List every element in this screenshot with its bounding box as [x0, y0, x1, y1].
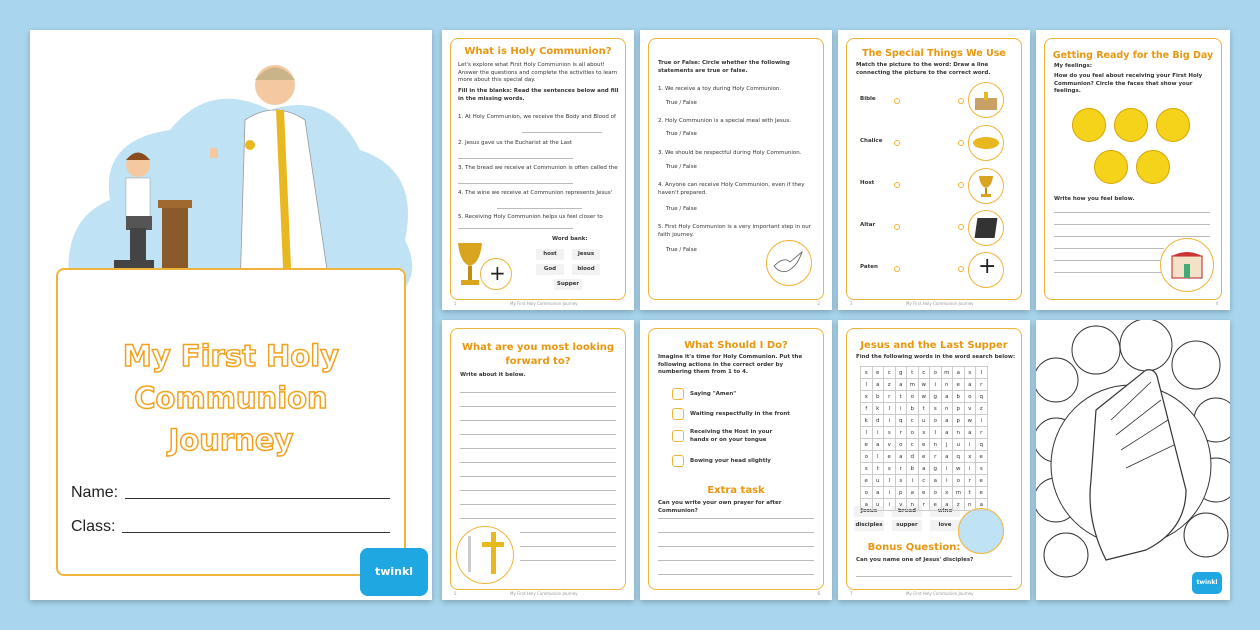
statement-4: 4. Anyone can receive Holy Communion, even if they haven't prepared.	[658, 182, 805, 196]
page-title-line2: forward to?	[505, 356, 571, 367]
question-1: 1. At Holy Communion, we receive the Body and Blood of	[458, 114, 616, 120]
cover-title	[56, 335, 406, 461]
grid-cell[interactable]: e	[884, 451, 896, 463]
question-4: 4. The wine we receive at Communion represents Jesus'	[458, 190, 613, 196]
page-colouring	[1036, 320, 1230, 600]
writing-line[interactable]	[460, 448, 616, 449]
grid-cell[interactable]: i	[941, 463, 953, 475]
page-title: What is Holy Communion?	[464, 46, 612, 57]
footer-text: My First Holy Communion Journey	[510, 301, 578, 306]
grid-cell[interactable]: a	[872, 379, 884, 391]
grid-cell[interactable]: e	[861, 475, 873, 487]
dove-icon	[772, 248, 806, 282]
search-word: wine	[930, 506, 960, 517]
grid-cell[interactable]: a	[907, 487, 919, 499]
order-box[interactable]	[672, 455, 684, 467]
grid-cell[interactable]: a	[964, 427, 976, 439]
grid-cell[interactable]: w	[953, 463, 965, 475]
writing-line[interactable]	[1054, 260, 1164, 261]
grid-row	[861, 391, 988, 403]
grid-cell[interactable]: a	[976, 499, 988, 511]
grid-cell[interactable]: g	[930, 463, 942, 475]
cross-icon: +	[978, 254, 997, 279]
happy-face-icon[interactable]	[1114, 108, 1148, 142]
word-chip: host	[536, 249, 564, 260]
grid-cell[interactable]: p	[953, 403, 965, 415]
grid-cell[interactable]: e	[918, 487, 930, 499]
word-chip: God	[536, 264, 564, 275]
grid-cell[interactable]: o	[907, 427, 919, 439]
question-5: 5. Receiving Holy Communion helps us feel closer to	[458, 214, 603, 220]
chalice-icon	[978, 174, 994, 202]
grid-cell[interactable]: r	[884, 391, 896, 403]
answer-line[interactable]	[458, 228, 573, 229]
item-label-altar: Altar	[860, 222, 876, 228]
grid-cell[interactable]: s	[976, 463, 988, 475]
grid-cell[interactable]: u	[872, 499, 884, 511]
grid-cell[interactable]: z	[976, 403, 988, 415]
word-bank-label: Word bank:	[552, 236, 588, 242]
item-label-chalice: Chalice	[860, 138, 883, 144]
grid-cell[interactable]: a	[941, 415, 953, 427]
page-what-is-holy-communion	[442, 30, 634, 310]
grid-cell[interactable]: x	[964, 451, 976, 463]
writing-line[interactable]	[460, 420, 616, 421]
true-false-option[interactable]: True / False	[666, 131, 697, 137]
name-label: Name:	[71, 484, 119, 501]
statement-1: 1. We receive a toy during Holy Communion.	[658, 86, 782, 92]
grid-cell[interactable]: t	[872, 463, 884, 475]
footer-text: My First Holy Communion Journey	[906, 591, 974, 596]
grid-cell[interactable]: x	[941, 487, 953, 499]
grid-cell[interactable]: o	[930, 367, 942, 379]
grid-cell[interactable]: l	[884, 475, 896, 487]
grid-cell[interactable]: i	[895, 403, 907, 415]
true-false-option[interactable]: True / False	[666, 206, 697, 212]
item-label-bible: Bible	[860, 96, 876, 102]
true-false-option[interactable]: True / False	[666, 247, 697, 253]
grid-cell[interactable]: d	[907, 451, 919, 463]
grid-cell[interactable]: s	[861, 463, 873, 475]
grid-row	[861, 415, 988, 427]
grid-cell[interactable]: o	[964, 391, 976, 403]
answer-line[interactable]	[497, 208, 582, 209]
grid-cell[interactable]: a	[941, 451, 953, 463]
page-looking-forward	[442, 320, 634, 600]
grid-cell[interactable]: r	[976, 427, 988, 439]
cover-title-line2: Communion	[134, 381, 328, 415]
grid-cell[interactable]: v	[884, 439, 896, 451]
writing-line[interactable]	[658, 518, 814, 519]
page-number: 7	[850, 591, 853, 596]
grid-cell[interactable]: d	[872, 415, 884, 427]
writing-line[interactable]	[1054, 236, 1210, 237]
grid-cell[interactable]: r	[930, 451, 942, 463]
writing-line[interactable]	[460, 462, 616, 463]
grid-row	[861, 487, 988, 499]
word-chip: Supper	[554, 279, 582, 290]
grid-row	[861, 475, 988, 487]
bonus-question: Can you name one of Jesus' disciples?	[856, 557, 974, 563]
grid-cell[interactable]: i	[907, 475, 919, 487]
grid-cell[interactable]: s	[930, 403, 942, 415]
twinkl-logo: twinkl	[360, 548, 428, 596]
grid-cell[interactable]: s	[895, 475, 907, 487]
grid-cell[interactable]: r	[895, 427, 907, 439]
grid-cell[interactable]: n	[953, 427, 965, 439]
grid-cell[interactable]: o	[930, 415, 942, 427]
search-word: bread	[892, 506, 922, 517]
question-3: 3. The bread we receive at Communion is often called the	[458, 165, 618, 171]
grid-cell[interactable]: k	[861, 415, 873, 427]
grid-cell[interactable]: e	[976, 487, 988, 499]
page-title: Getting Ready for the Big Day	[1052, 50, 1214, 61]
grid-cell[interactable]: t	[918, 403, 930, 415]
action-3: Receiving the Host in your hands or on your tongue	[690, 429, 773, 443]
grid-cell[interactable]: b	[953, 391, 965, 403]
search-word: Jesus	[854, 506, 884, 517]
writing-line[interactable]	[658, 560, 814, 561]
grid-cell[interactable]: c	[918, 367, 930, 379]
grid-row	[861, 499, 988, 511]
writing-line[interactable]	[460, 490, 616, 491]
grid-cell[interactable]: l	[884, 403, 896, 415]
grid-cell[interactable]: i	[884, 487, 896, 499]
grid-cell[interactable]: z	[884, 379, 896, 391]
grid-cell[interactable]: a	[941, 427, 953, 439]
intro-text: Find the following words in the word search below:	[856, 354, 1016, 360]
grid-cell[interactable]: o	[895, 439, 907, 451]
intro-text: True or False: Circle whether the following statements are true or false.	[658, 60, 790, 74]
grid-cell[interactable]: p	[953, 415, 965, 427]
bible-icon	[975, 218, 998, 238]
page-number: 4	[1215, 301, 1218, 306]
grid-cell[interactable]: a	[872, 439, 884, 451]
praying-hands-illustration	[1036, 320, 1230, 600]
grid-row	[861, 379, 988, 391]
grid-row	[861, 403, 988, 415]
grid-cell[interactable]: s	[884, 463, 896, 475]
footer-text: My First Holy Communion Journey	[906, 301, 974, 306]
grid-row	[861, 463, 988, 475]
grid-cell[interactable]: n	[930, 439, 942, 451]
write-prompt: Write how you feel below.	[1054, 196, 1135, 202]
intro-text: Let's explore what First Holy Communion is all about! Answer the questions and complete the activities to learn more about this special day.	[458, 62, 618, 84]
confused-face-icon[interactable]	[1156, 108, 1190, 142]
page-title: What Should I Do?	[684, 340, 788, 351]
grid-cell[interactable]: z	[953, 499, 965, 511]
grid-cell[interactable]: g	[895, 367, 907, 379]
writing-line[interactable]	[658, 532, 814, 533]
true-false-option[interactable]: True / False	[666, 164, 697, 170]
writing-line[interactable]	[460, 406, 616, 407]
grid-cell[interactable]: p	[895, 487, 907, 499]
match-dot[interactable]	[894, 266, 900, 272]
grid-cell[interactable]: s	[884, 427, 896, 439]
extra-task-prompt: Can you write your own prayer for after Communion?	[658, 500, 782, 514]
chalice-illustration	[456, 238, 484, 290]
grid-cell[interactable]: q	[953, 451, 965, 463]
writing-line[interactable]	[460, 392, 616, 393]
grid-cell[interactable]: c	[884, 367, 896, 379]
page-true-or-false	[640, 30, 832, 310]
grid-cell[interactable]: q	[976, 391, 988, 403]
grid-cell[interactable]: v	[964, 403, 976, 415]
match-dot[interactable]	[894, 98, 900, 104]
grid-cell[interactable]: c	[907, 439, 919, 451]
paten-icon	[973, 137, 999, 149]
writing-line[interactable]	[460, 434, 616, 435]
grid-row	[861, 451, 988, 463]
writing-line[interactable]	[460, 476, 616, 477]
grid-cell[interactable]: e	[918, 439, 930, 451]
grid-cell[interactable]: b	[907, 403, 919, 415]
grid-cell[interactable]: t	[895, 391, 907, 403]
writing-line[interactable]	[658, 574, 814, 575]
answer-line[interactable]	[856, 576, 1012, 577]
altar-icon	[973, 92, 999, 114]
grid-cell[interactable]: a	[941, 499, 953, 511]
page-number: 5	[454, 591, 457, 596]
grid-cell[interactable]: o	[953, 475, 965, 487]
grid-cell[interactable]: q	[976, 439, 988, 451]
name-line[interactable]	[125, 498, 390, 499]
grid-cell[interactable]: i	[884, 415, 896, 427]
page-special-things	[838, 30, 1030, 310]
word-chip: blood	[572, 264, 600, 275]
cover-title-line3: Journey	[168, 423, 294, 457]
worried-face-icon[interactable]	[1072, 108, 1106, 142]
writing-line[interactable]	[1054, 248, 1164, 249]
grid-cell[interactable]: t	[964, 487, 976, 499]
grid-cell[interactable]: w	[918, 379, 930, 391]
page-number: 3	[850, 301, 853, 306]
grid-cell[interactable]: q	[895, 415, 907, 427]
extra-task-title: Extra task	[707, 485, 765, 496]
grid-cell[interactable]: o	[930, 487, 942, 499]
grid-cell[interactable]: u	[918, 415, 930, 427]
grid-cell[interactable]: s	[918, 427, 930, 439]
grid-cell[interactable]: l	[861, 379, 873, 391]
grid-cell[interactable]: c	[918, 475, 930, 487]
grid-cell[interactable]: e	[953, 379, 965, 391]
answer-line[interactable]	[522, 132, 602, 133]
grid-cell[interactable]: a	[930, 475, 942, 487]
grid-cell[interactable]: e	[976, 451, 988, 463]
grid-cell[interactable]: e	[861, 439, 873, 451]
grid-cell[interactable]: e	[976, 475, 988, 487]
grid-cell[interactable]: j	[941, 439, 953, 451]
grid-cell[interactable]: l	[930, 427, 942, 439]
grid-cell[interactable]: m	[907, 379, 919, 391]
grid-cell[interactable]: i	[964, 463, 976, 475]
cross-icon: +	[489, 261, 506, 285]
word-chip: Jesus	[572, 249, 600, 260]
grid-cell[interactable]: x	[861, 391, 873, 403]
grid-cell[interactable]: a	[861, 499, 873, 511]
grid-cell[interactable]: r	[918, 499, 930, 511]
match-dot[interactable]	[958, 140, 964, 146]
grid-cell[interactable]: f	[861, 403, 873, 415]
action-2: Waiting respectfully in the front	[690, 411, 790, 417]
writing-line[interactable]	[1054, 272, 1164, 273]
intro-text: Match the picture to the word: Draw a line connecting the picture to the correct word.	[856, 62, 991, 76]
twinkl-logo: twinkl	[1192, 572, 1222, 594]
grid-cell[interactable]: l	[976, 367, 988, 379]
cover-title-line1: My First Holy	[122, 339, 340, 373]
page-number: 6	[817, 591, 820, 596]
match-dot[interactable]	[894, 140, 900, 146]
grid-row	[861, 439, 988, 451]
grid-cell[interactable]: r	[976, 379, 988, 391]
grid-cell[interactable]: n	[907, 499, 919, 511]
search-word: disciples	[854, 520, 884, 531]
grid-cell[interactable]: i	[872, 427, 884, 439]
feelings-question: How do you feel about receiving your First Holy Communion? Circle the faces that show your feelings.	[1054, 73, 1203, 95]
search-word: love	[930, 520, 960, 531]
grid-cell[interactable]: t	[907, 367, 919, 379]
feelings-label: My feelings:	[1054, 63, 1092, 69]
grid-cell[interactable]: s	[861, 367, 873, 379]
page-number: 2	[817, 301, 820, 306]
page-title-line1: What are you most looking	[461, 342, 615, 353]
page-title: Jesus and the Last Supper	[860, 340, 1008, 351]
grid-cell[interactable]: n	[941, 403, 953, 415]
grid-cell[interactable]: e	[918, 451, 930, 463]
writing-line[interactable]	[520, 546, 616, 547]
true-false-option[interactable]: True / False	[666, 100, 697, 106]
grid-cell[interactable]: e	[872, 367, 884, 379]
grid-cell[interactable]: m	[953, 487, 965, 499]
answer-line[interactable]	[458, 158, 573, 159]
action-1: Saying "Amen"	[690, 391, 737, 397]
action-4: Bowing your head slightly	[690, 458, 771, 464]
boy-body	[126, 178, 150, 218]
match-dot[interactable]	[958, 98, 964, 104]
smiling-face-icon[interactable]	[1094, 150, 1128, 184]
match-dot[interactable]	[958, 224, 964, 230]
writing-line[interactable]	[520, 532, 616, 533]
grid-cell[interactable]: o	[907, 391, 919, 403]
grid-cell[interactable]: o	[861, 487, 873, 499]
grid-cell[interactable]: u	[953, 439, 965, 451]
page-number: 1	[454, 301, 457, 306]
writing-line[interactable]	[1054, 212, 1210, 213]
item-label-paten: Paten	[860, 264, 878, 270]
grid-cell[interactable]: i	[884, 499, 896, 511]
grid-cell[interactable]: i	[941, 475, 953, 487]
writing-line[interactable]	[460, 504, 616, 505]
grid-cell[interactable]: l	[861, 427, 873, 439]
grid-cell[interactable]: n	[941, 379, 953, 391]
intro-text: Imagine it's time for Holy Communion. Put the following actions in the correct order by numbering them from 1 to 4.	[658, 354, 803, 376]
write-prompt: Write about it below.	[460, 372, 526, 378]
search-word: supper	[892, 520, 922, 531]
grid-cell[interactable]: b	[872, 391, 884, 403]
writing-line[interactable]	[520, 560, 616, 561]
answer-line[interactable]	[458, 183, 573, 184]
cover-page	[30, 30, 432, 600]
grid-cell[interactable]: s	[964, 367, 976, 379]
statement-2: 2. Holy Communion is a special meal with Jesus.	[658, 118, 792, 124]
instructions-text: Fill in the blanks: Read the sentences below and fill in the missing words.	[458, 88, 619, 102]
grid-cell[interactable]: l	[872, 451, 884, 463]
gold-cross-icon	[482, 532, 504, 578]
writing-line[interactable]	[658, 546, 814, 547]
match-dot[interactable]	[958, 182, 964, 188]
class-label: Class:	[71, 518, 116, 535]
grid-cell[interactable]: g	[930, 391, 942, 403]
grid-cell[interactable]: r	[964, 475, 976, 487]
page-what-should-i-do	[640, 320, 832, 600]
match-dot[interactable]	[958, 266, 964, 272]
church-icon	[1170, 250, 1204, 284]
grid-cell[interactable]: i	[930, 379, 942, 391]
statement-3: 3. We should be respectful during Holy Communion.	[658, 150, 802, 156]
order-box[interactable]	[672, 430, 684, 442]
page-getting-ready	[1036, 30, 1230, 310]
writing-line[interactable]	[1054, 224, 1210, 225]
question-2: 2. Jesus gave us the Eucharist at the Last	[458, 140, 572, 146]
grid-row	[861, 427, 988, 439]
grid-cell[interactable]: e	[930, 499, 942, 511]
grid-cell[interactable]: a	[895, 451, 907, 463]
grid-row	[861, 367, 988, 379]
statement-5: 5. First Holy Communion is a very important step in our faith journey.	[658, 224, 811, 238]
grid-cell[interactable]: r	[895, 463, 907, 475]
page-title: The Special Things We Use	[862, 48, 1006, 59]
grid-cell[interactable]: m	[941, 367, 953, 379]
grid-cell[interactable]: b	[907, 463, 919, 475]
grid-cell[interactable]: n	[964, 499, 976, 511]
grid-cell[interactable]: a	[964, 379, 976, 391]
grid-cell[interactable]: a	[895, 379, 907, 391]
word-search-grid[interactable]	[860, 366, 988, 511]
order-box[interactable]	[672, 408, 684, 420]
grid-cell[interactable]: a	[918, 463, 930, 475]
grid-cell[interactable]: i	[976, 415, 988, 427]
grid-cell[interactable]: o	[861, 451, 873, 463]
writing-line[interactable]	[460, 518, 616, 519]
bonus-title: Bonus Question:	[867, 542, 961, 553]
match-dot[interactable]	[894, 224, 900, 230]
candle-icon	[468, 536, 471, 572]
order-box[interactable]	[672, 388, 684, 400]
grid-cell[interactable]: a	[953, 367, 965, 379]
grid-cell[interactable]: c	[907, 415, 919, 427]
grid-cell[interactable]: w	[918, 391, 930, 403]
grid-cell[interactable]: a	[941, 391, 953, 403]
item-label-host: Host	[860, 180, 875, 186]
grid-cell[interactable]: k	[872, 403, 884, 415]
surprised-face-icon[interactable]	[1136, 150, 1170, 184]
match-dot[interactable]	[894, 182, 900, 188]
grid-cell[interactable]: a	[872, 487, 884, 499]
grid-cell[interactable]: i	[964, 439, 976, 451]
footer-text: My First Holy Communion Journey	[510, 591, 578, 596]
grid-cell[interactable]: v	[895, 499, 907, 511]
class-line[interactable]	[122, 532, 390, 533]
grid-cell[interactable]: u	[872, 475, 884, 487]
grid-cell[interactable]: w	[964, 415, 976, 427]
